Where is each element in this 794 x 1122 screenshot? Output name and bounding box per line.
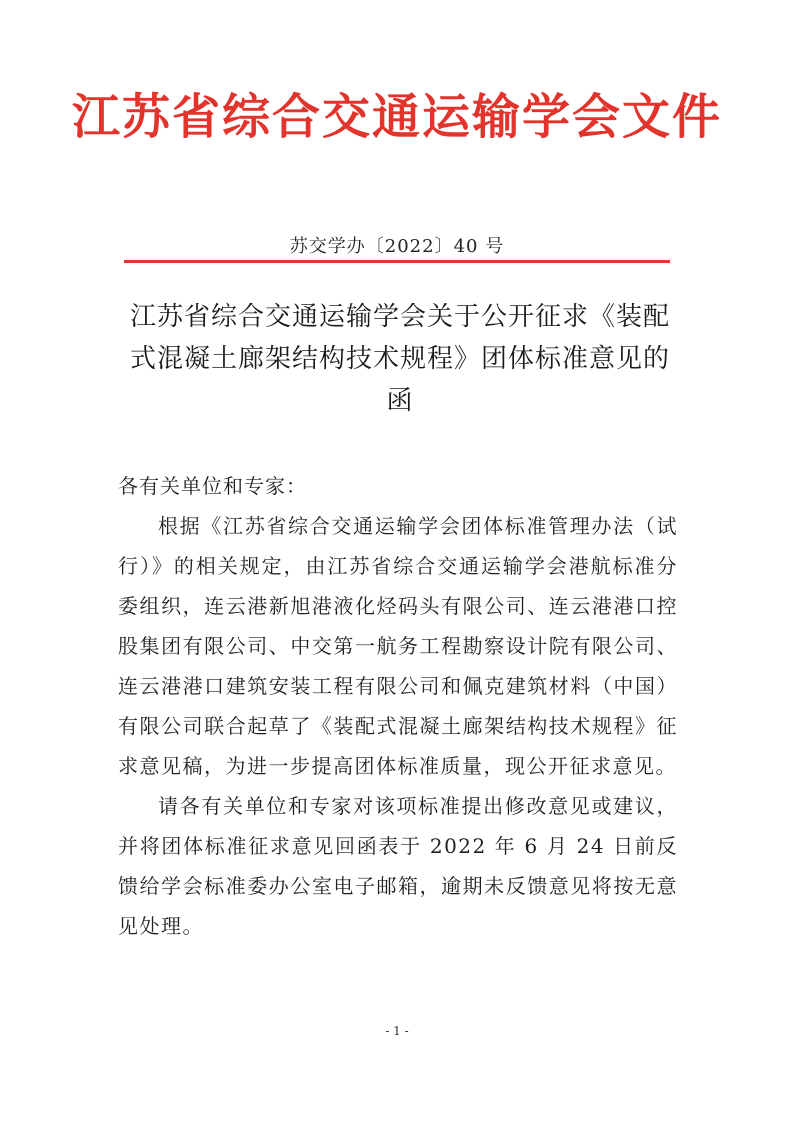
page-number: - 1 - [385, 1024, 409, 1038]
letterhead-title: 江苏省综合交通运输学会文件 [71, 89, 722, 145]
salutation: 各有关单位和专家： [118, 474, 307, 498]
red-divider-line [124, 260, 670, 263]
body-paragraph-2: 请各有关单位和专家对该项标准提出修改意见或建议，并将团体标准征求意见回函表于 2022 年 6 月 24 日前反馈给学会标准委办公室电子邮箱，逾期未反馈意见将按无意见处理。 [118, 794, 678, 938]
body-paragraph-1: 根据《江苏省综合交通运输学会团体标准管理办法（试行）》的相关规定，由江苏省综合交通运输学会港航标准分委组织，连云港新旭港液化烃码头有限公司、连云港港口控股集团有限公司、中交第一航务工程勘察设计院有限公司、连云港港口建筑安装工程有限公司和佩克建筑材料（中国）有限公司联合起草了《装配式混凝土廊架结构技术规程》征求意见稿，为进一步提高团体标准质量，现公开征求意见。 [118, 514, 678, 778]
document-body [118, 466, 678, 946]
document-title: 江苏省综合交通运输学会关于公开征求《装配式混凝土廊架结构技术规程》团体标准意见的函 [130, 302, 671, 416]
document-number: 苏交学办〔2022〕40 号 [289, 236, 505, 257]
